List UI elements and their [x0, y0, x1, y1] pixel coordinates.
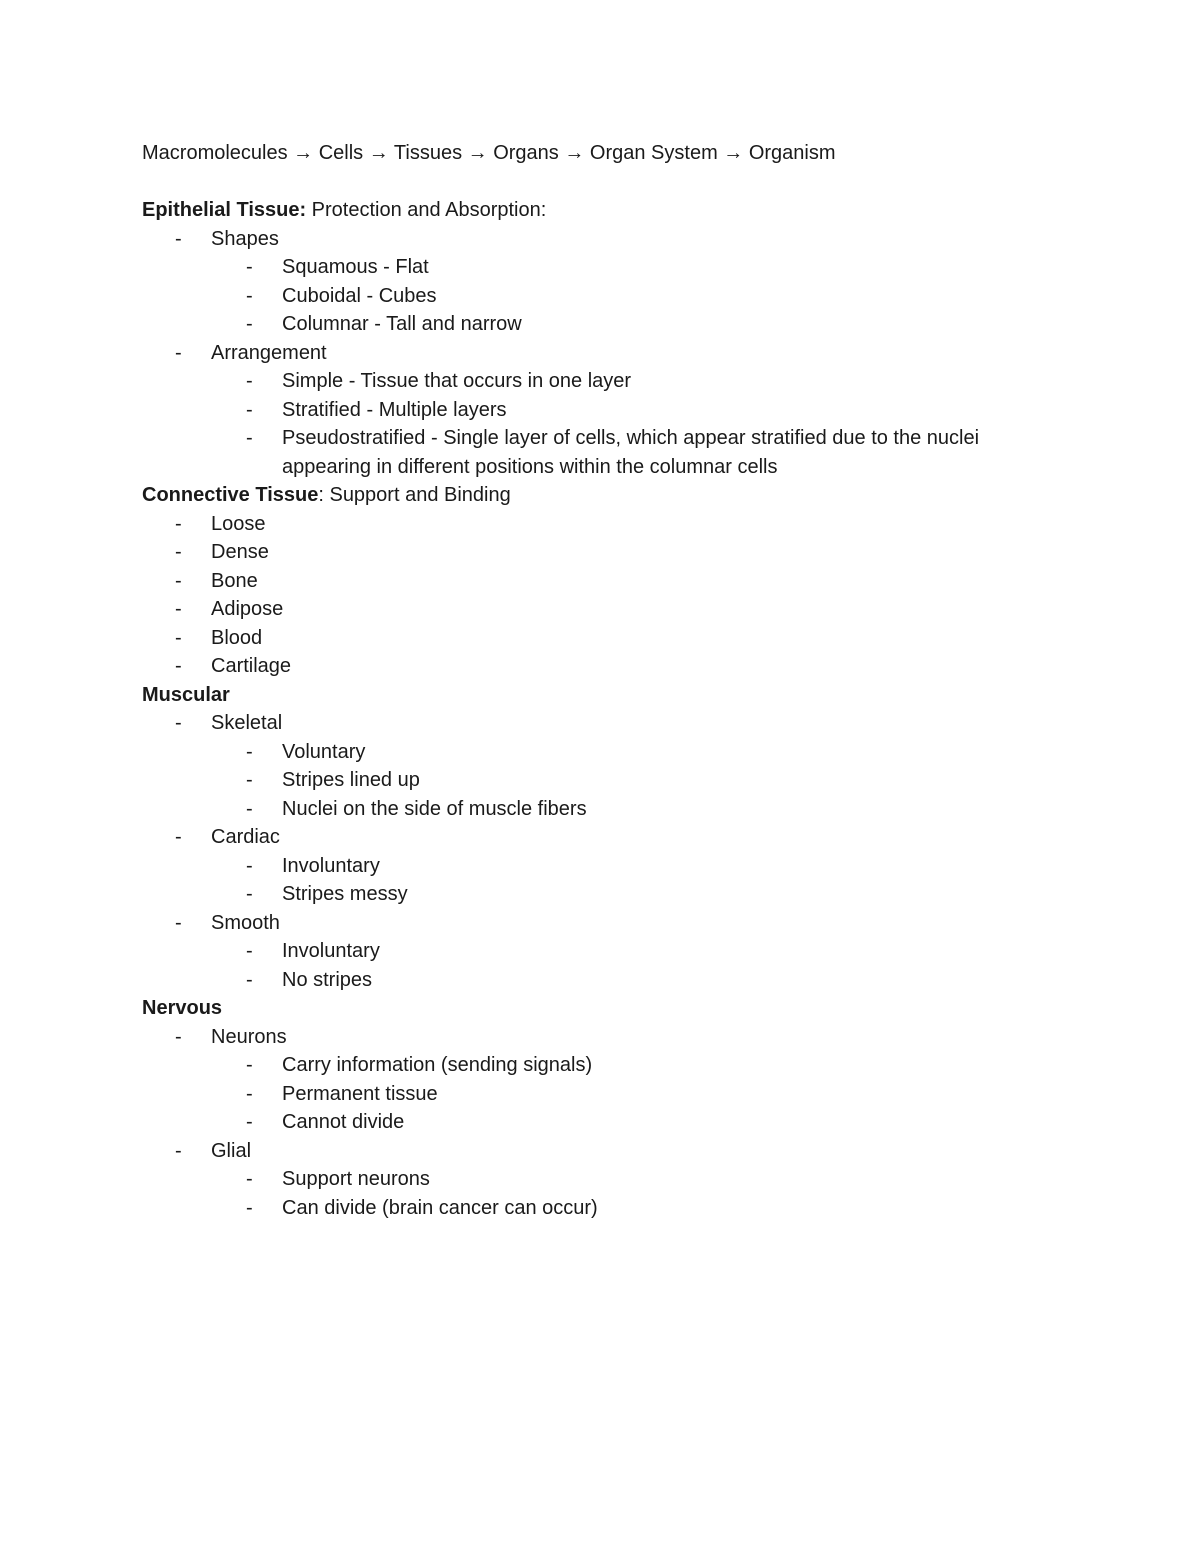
muscular-section: [142, 681, 1062, 995]
bullet-dash: -: [246, 1111, 253, 1133]
list-item: [142, 966, 1062, 995]
list-item: [142, 1080, 1062, 1109]
nervous-list: [142, 1023, 1062, 1223]
connective-item: Bone: [211, 569, 258, 592]
bullet-dash: -: [246, 968, 253, 991]
connective-item: Dense: [211, 541, 269, 563]
bullet-dash: -: [246, 313, 253, 335]
list-item: [142, 396, 1062, 425]
cardiac-item: Stripes messy: [282, 883, 408, 905]
skeletal-item: Nuclei on the side of muscle fibers: [282, 797, 587, 820]
skeletal-label: Skeletal: [211, 712, 283, 734]
neurons-label: Neurons: [211, 1025, 287, 1048]
connective-item: Adipose: [211, 598, 284, 620]
neurons-item: Carry information (sending signals): [282, 1054, 593, 1076]
bullet-dash: -: [246, 284, 253, 307]
list-item: [142, 937, 1062, 966]
shapes-label: Shapes: [211, 227, 279, 250]
list-item: [142, 595, 1062, 624]
epithelial-title: Epithelial Tissue:: [142, 199, 307, 221]
bullet-dash: -: [246, 398, 253, 421]
bullet-dash: -: [175, 598, 182, 620]
list-item: [142, 310, 1062, 339]
arrangement-item: Pseudostratified - Single layer of cells, which appear stratified due to the nuclei appearing in different positions within the columnar cells: [282, 427, 980, 478]
arrangement-label: Arrangement: [211, 341, 327, 364]
bullet-dash: -: [246, 854, 253, 877]
bullet-dash: -: [175, 826, 182, 848]
list-item: [142, 510, 1062, 539]
list-item: [142, 367, 1062, 396]
neurons-item: Cannot divide: [282, 1111, 405, 1133]
shape-item: Columnar - Tall and narrow: [282, 313, 522, 335]
epithelial-section: [142, 196, 1062, 481]
bullet-dash: -: [246, 1196, 253, 1219]
list-item: [142, 1165, 1062, 1194]
list-item: [142, 709, 1062, 823]
bullet-dash: -: [175, 569, 182, 592]
list-item: [142, 538, 1062, 567]
list-item: [142, 253, 1062, 282]
bullet-dash: -: [246, 256, 253, 278]
list-item: [142, 795, 1062, 824]
list-item: [142, 225, 1062, 339]
cardiac-item: Involuntary: [282, 854, 380, 877]
bullet-dash: -: [246, 1054, 253, 1076]
document-page: [142, 139, 1062, 1222]
connective-list: [142, 510, 1062, 681]
glial-list: [211, 1165, 1062, 1222]
bullet-dash: -: [246, 1168, 253, 1190]
bullet-dash: -: [246, 940, 253, 962]
bullet-dash: -: [175, 712, 182, 734]
shape-item: Squamous - Flat: [282, 256, 429, 278]
neurons-list: [211, 1051, 1062, 1137]
bullet-dash: -: [175, 911, 182, 934]
glial-item: Support neurons: [282, 1168, 430, 1190]
bullet-dash: -: [246, 883, 253, 905]
bullet-dash: -: [175, 1139, 182, 1162]
list-item: [142, 909, 1062, 995]
list-item: [142, 624, 1062, 653]
muscular-list: [142, 709, 1062, 994]
hierarchy-line: Macromolecules → Cells → Tissues → Organs → Organ System → Organism: [142, 142, 836, 164]
bullet-dash: -: [175, 626, 182, 649]
connective-subtitle: : Support and Binding: [318, 484, 511, 506]
list-item: [142, 1051, 1062, 1080]
bullet-dash: -: [246, 797, 253, 820]
nervous-section: [142, 994, 1062, 1222]
bullet-dash: -: [175, 1025, 182, 1048]
glial-label: Glial: [211, 1139, 252, 1162]
bullet-dash: -: [246, 427, 253, 449]
shape-item: Cuboidal - Cubes: [282, 284, 437, 307]
list-item: [142, 880, 1062, 909]
connective-heading: [142, 481, 1062, 510]
bullet-dash: -: [246, 1082, 253, 1105]
skeletal-item: Stripes lined up: [282, 769, 420, 791]
connective-item: Cartilage: [211, 655, 292, 677]
epithelial-list: [142, 225, 1062, 482]
epithelial-subtitle: Protection and Absorption:: [306, 199, 547, 221]
connective-section: [142, 481, 1062, 681]
bullet-dash: -: [246, 370, 253, 392]
nervous-heading: [142, 994, 1062, 1023]
list-item: [142, 1137, 1062, 1223]
connective-item: Blood: [211, 626, 263, 649]
connective-title: Connective Tissue: [142, 484, 319, 506]
list-item: [142, 424, 1062, 481]
smooth-item: Involuntary: [282, 940, 380, 962]
list-item: [142, 1108, 1062, 1137]
bullet-dash: -: [246, 769, 253, 791]
bullet-dash: -: [175, 541, 182, 563]
glial-item: Can divide (brain cancer can occur): [282, 1196, 598, 1219]
list-item: [142, 339, 1062, 482]
muscular-title: Muscular: [142, 683, 230, 706]
muscular-heading: [142, 681, 1062, 710]
arrangement-item: Stratified - Multiple layers: [282, 398, 507, 421]
arrangement-item: Simple - Tissue that occurs in one layer: [282, 370, 632, 392]
bullet-dash: -: [175, 512, 182, 535]
cardiac-list: [211, 852, 1062, 909]
list-item: [142, 1023, 1062, 1137]
skeletal-item: Voluntary: [282, 740, 366, 763]
bullet-dash: -: [175, 655, 182, 677]
list-item: [142, 652, 1062, 681]
smooth-label: Smooth: [211, 911, 280, 934]
shapes-list: [211, 253, 1062, 339]
list-item: [142, 766, 1062, 795]
smooth-list: [211, 937, 1062, 994]
list-item: [142, 567, 1062, 596]
neurons-item: Permanent tissue: [282, 1082, 438, 1105]
bullet-dash: -: [175, 227, 182, 250]
list-item: [142, 738, 1062, 767]
skeletal-list: [211, 738, 1062, 824]
cardiac-label: Cardiac: [211, 826, 280, 848]
list-item: [142, 282, 1062, 311]
bullet-dash: -: [246, 740, 253, 763]
connective-item: Loose: [211, 512, 266, 535]
list-item: [142, 1194, 1062, 1223]
nervous-title: Nervous: [142, 997, 223, 1019]
arrangement-list: [211, 367, 1062, 481]
list-item: [142, 852, 1062, 881]
epithelial-heading: [142, 196, 1062, 225]
bullet-dash: -: [175, 341, 182, 364]
smooth-item: No stripes: [282, 968, 373, 991]
list-item: [142, 823, 1062, 909]
